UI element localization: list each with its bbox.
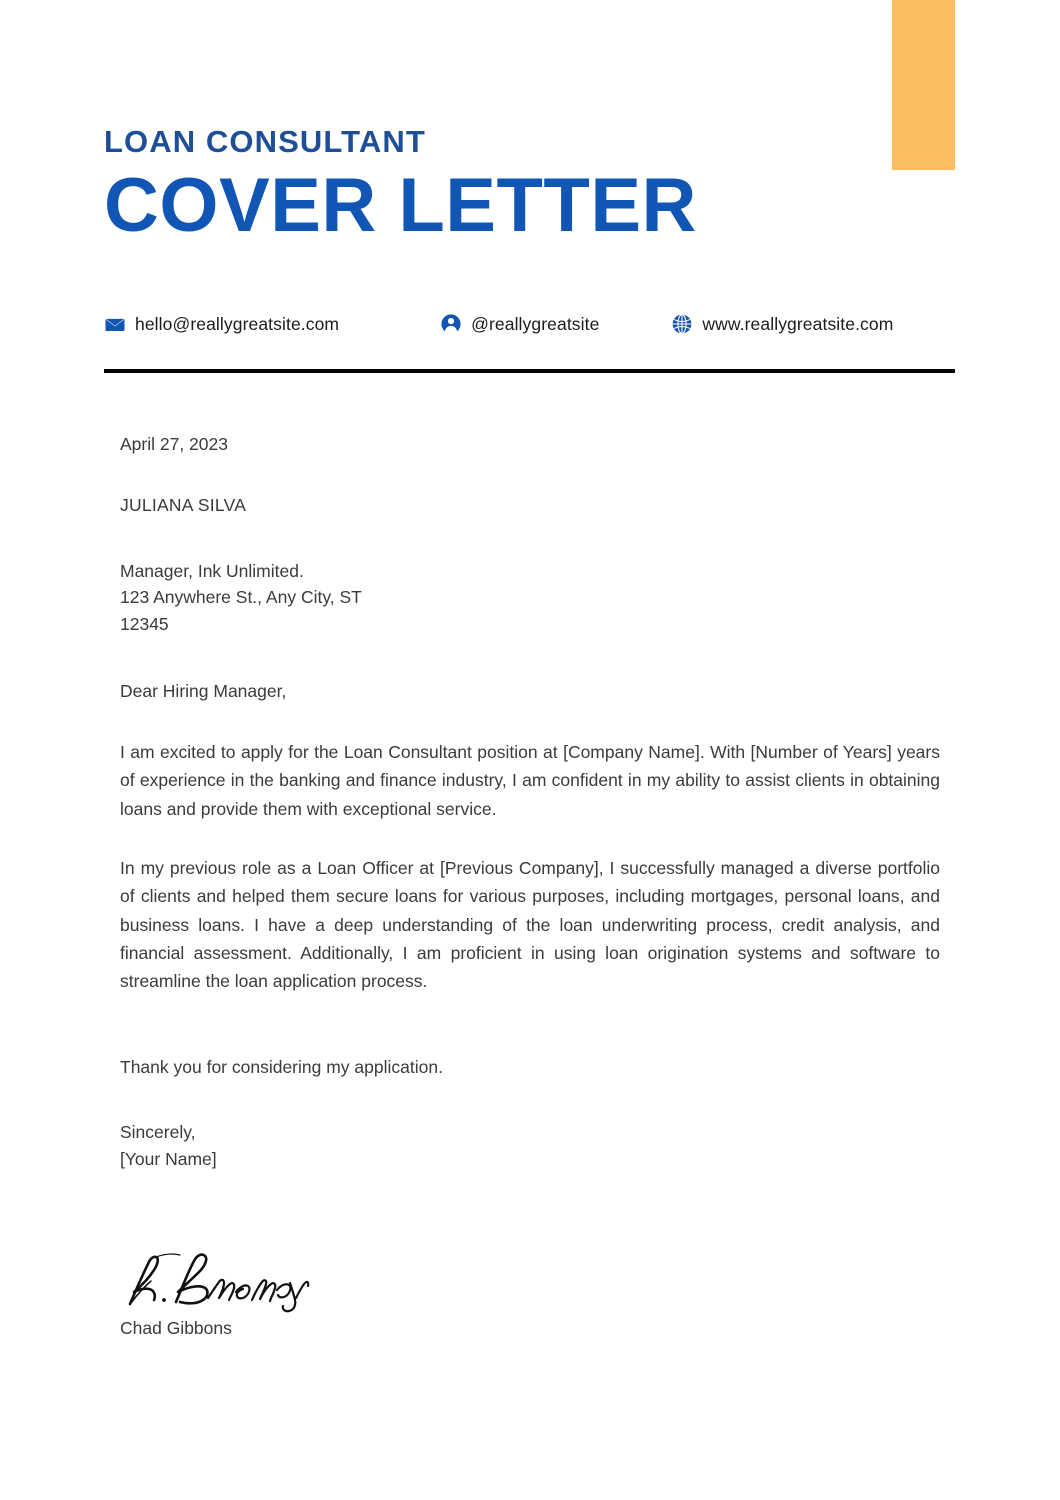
contact-website-text: www.reallygreatsite.com [702,313,894,334]
address-line-1: Manager, Ink Unlimited. [120,560,304,581]
contact-email-text: hello@reallygreatsite.com [135,313,340,334]
address-line-2: 123 Anywhere St., Any City, ST [120,587,362,608]
person-circle-icon [440,313,462,335]
closing-name-placeholder: [Your Name] [120,1149,217,1170]
salutation: Dear Hiring Manager, [120,681,287,702]
letter-body [120,430,940,1173]
address-line-3: 12345 [120,613,169,634]
contact-website[interactable] [671,313,893,335]
signer-name: Chad Gibbons [120,1318,232,1338]
job-title-kicker: LOAN CONSULTANT [104,124,426,159]
closing-salutation: Sincerely, [120,1121,196,1142]
contact-handle[interactable] [440,313,599,335]
contact-email[interactable] [104,313,339,335]
recipient-address [120,558,940,638]
letter-date: April 27, 2023 [120,434,228,454]
contact-row [104,313,956,335]
header-divider [104,369,955,373]
closing-thanks: Thank you for considering my application. [120,1056,443,1077]
page-title: COVER LETTER [104,163,697,248]
signoff-block [120,1119,940,1173]
globe-icon [671,313,693,335]
envelope-icon [104,313,126,335]
body-paragraph-2: In my previous role as a Loan Officer at [Previous Company], I successfully managed a diverse portfolio of clients and helped them secure loans for various purposes, including mortgages, personal loans, and business loans. I have a deep understanding of the loan underwriting process, credit analysis, and financial assessment. Additionally, I am proficient in using loan origination systems and software to streamline the loan application process. [120,857,940,992]
signature-block [120,1248,550,1341]
letter-header [104,124,956,248]
recipient-name: JULIANA SILVA [120,495,247,516]
contact-handle-text: @reallygreatsite [471,313,600,334]
body-paragraph-1: I am excited to apply for the Loan Consultant position at [Company Name]. With [Number of Years] years of experience in the banking and finance industry, I am confident in my ability to assist clients in obtaining loans and provide them with exceptional service. [120,741,940,819]
handwritten-signature-icon [120,1248,320,1314]
